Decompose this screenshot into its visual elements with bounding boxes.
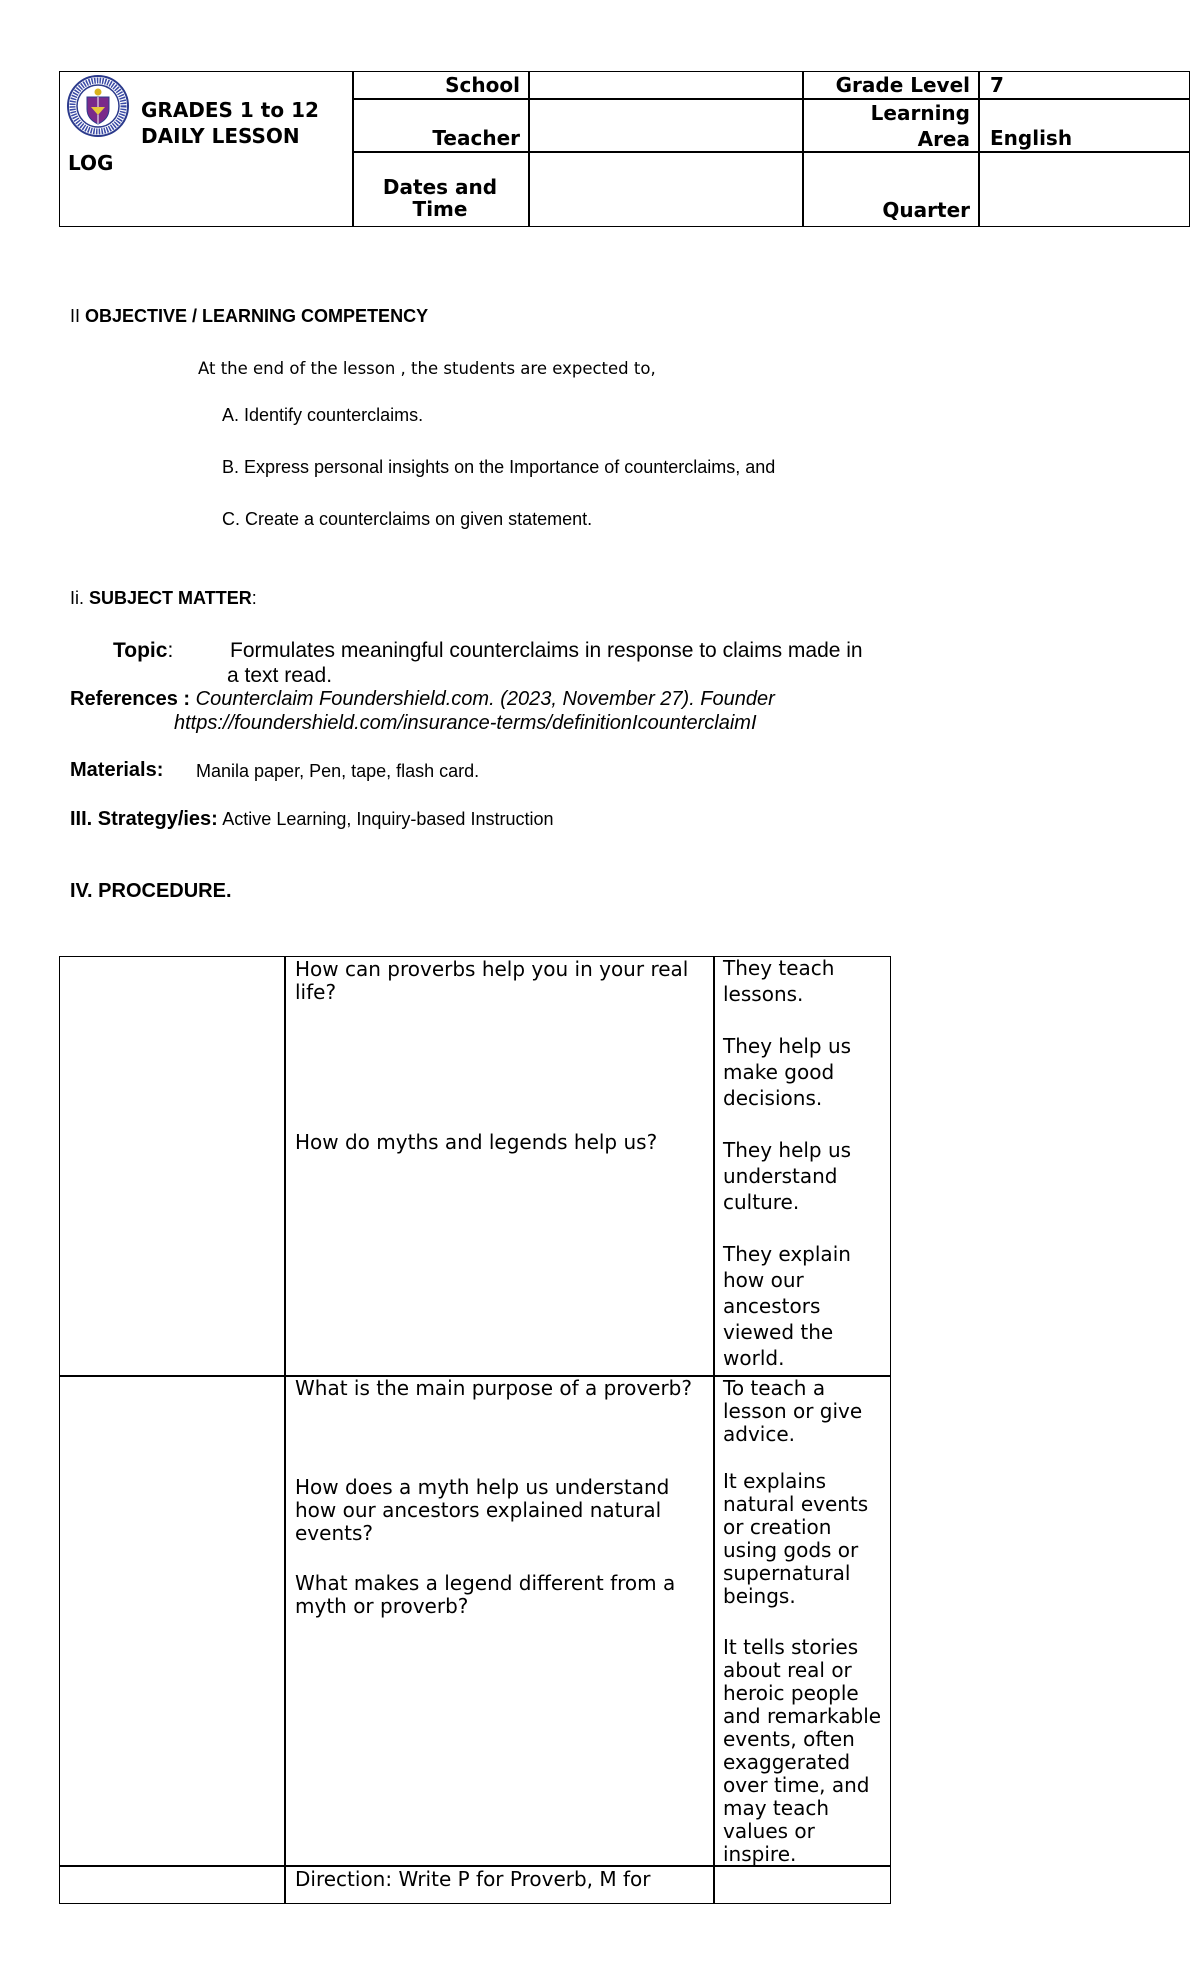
references [70, 688, 775, 711]
table-row-2-answer-3 [723, 1636, 893, 1866]
answer-line: using gods or [723, 1538, 859, 1562]
grade-level-value[interactable]: 7 [990, 73, 1004, 97]
question-line: events? [295, 1521, 373, 1545]
table-row-2-question-1: What is the main purpose of a proverb? [295, 1376, 692, 1400]
dates-label-line2: Time [412, 197, 468, 221]
strategy-value: Active Learning, Inquiry-based Instruction [222, 809, 554, 829]
answer-line: They help us [723, 1138, 852, 1162]
teacher-label: Teacher [432, 126, 520, 150]
dll-title-line3: LOG [68, 151, 114, 175]
question-line: how our ancestors explained natural [295, 1498, 662, 1522]
grade-level-label: Grade Level [835, 73, 970, 97]
school-label: School [445, 73, 520, 97]
answer-line: ancestors [723, 1294, 821, 1318]
table-row-1-question-2: How do myths and legends help us? [295, 1130, 658, 1154]
objective-item-b: B. Express personal insights on the Importance of counterclaims, and [222, 457, 776, 477]
subject-numeral: Ii. [70, 588, 85, 608]
table-row-1-answer-1 [723, 955, 888, 1007]
question-line: life? [295, 980, 337, 1004]
answer-line: over time, and [723, 1773, 870, 1797]
topic-colon: : [167, 639, 174, 662]
subject-heading-colon: : [251, 588, 257, 608]
dates-label-line1: Dates and [382, 175, 498, 199]
references-line1: Counterclaim Foundershield.com. (2023, November 27). Founder [195, 688, 775, 710]
procedure-heading: IV. PROCEDURE. [70, 880, 232, 902]
table-column-divider [713, 956, 715, 1904]
learning-area-value[interactable]: English [990, 126, 1073, 150]
header-divider [528, 71, 530, 227]
answer-line: may teach [723, 1796, 830, 1820]
question-line: myth or proverb? [295, 1594, 469, 1618]
deped-seal-logo [67, 75, 129, 137]
answer-line: They help us [723, 1034, 852, 1058]
header-divider [352, 98, 1190, 100]
answer-line: It tells stories [723, 1635, 859, 1659]
subject-heading-text: SUBJECT MATTER [89, 588, 252, 608]
table-column-divider [284, 956, 286, 1904]
learning-area-label-line1: Learning [870, 101, 970, 125]
strategy-line [70, 808, 553, 831]
topic-line1: Formulates meaningful counterclaims in response to claims made in [230, 639, 863, 662]
answer-line: events, often [723, 1727, 855, 1751]
strategy-label: III. Strategy/ies: [70, 808, 218, 830]
topic-label-text: Topic [113, 639, 168, 662]
answer-line: about real or [723, 1658, 852, 1682]
objective-intro: At the end of the lesson , the students are expected to, [198, 359, 656, 378]
answer-line: advice. [723, 1422, 796, 1446]
answer-line: It explains [723, 1469, 827, 1493]
table-row-2-answer-1 [723, 1377, 888, 1446]
objective-heading-text: OBJECTIVE / LEARNING COMPETENCY [85, 306, 429, 326]
answer-line: culture. [723, 1190, 800, 1214]
table-row-2-question-2 [295, 1476, 669, 1545]
answer-line: understand [723, 1164, 838, 1188]
answer-line: lesson or give [723, 1399, 863, 1423]
answer-line: values or [723, 1819, 815, 1843]
quarter-label: Quarter [882, 198, 970, 222]
table-row-2-question-3 [295, 1572, 675, 1618]
question-line: What makes a legend different from a [295, 1571, 676, 1595]
question-line: How does a myth help us understand [295, 1475, 670, 1499]
answer-line: how our [723, 1268, 804, 1292]
answer-line: inspire. [723, 1842, 797, 1866]
objective-heading [70, 306, 428, 327]
objective-numeral: II [70, 306, 81, 326]
header-divider [978, 71, 980, 227]
answer-line: To teach a [723, 1376, 826, 1400]
dll-title-line2: DAILY LESSON [141, 124, 300, 148]
subject-heading [70, 588, 257, 609]
table-row-1-answer-4 [723, 1241, 888, 1371]
table-row-3-question-1: Direction: Write P for Proverb, M for [295, 1867, 651, 1891]
answer-line: decisions. [723, 1086, 823, 1110]
header-divider [352, 151, 1190, 153]
materials-label: Materials: [70, 759, 164, 781]
answer-line: beings. [723, 1584, 796, 1608]
answer-line: exaggerated [723, 1750, 851, 1774]
table-row-1-question-1 [295, 958, 688, 1004]
answer-line: They explain [723, 1242, 851, 1266]
references-line2: https://foundershield.com/insurance-terms/definitionIcounterclaimI [174, 712, 757, 734]
table-row-1-answer-3 [723, 1137, 888, 1215]
topic-line2: a text read. [227, 664, 333, 687]
answer-line: viewed the [723, 1320, 834, 1344]
references-label: References : [70, 688, 191, 710]
answer-line: or creation [723, 1515, 832, 1539]
table-row-1-answer-2 [723, 1033, 888, 1111]
dll-title-line1: GRADES 1 to 12 [141, 98, 319, 122]
answer-line: world. [723, 1346, 785, 1370]
answer-line: natural events [723, 1492, 869, 1516]
answer-line: They teach [723, 956, 835, 980]
answer-line: and remarkable [723, 1704, 882, 1728]
answer-line: make good [723, 1060, 835, 1084]
dates-label [352, 176, 528, 220]
table-row-2-answer-2 [723, 1470, 888, 1608]
topic-label [113, 639, 173, 663]
materials-value: Manila paper, Pen, tape, flash card. [196, 761, 480, 781]
answer-line: heroic people [723, 1681, 859, 1705]
learning-area-label [802, 100, 970, 152]
answer-line: supernatural [723, 1561, 851, 1585]
learning-area-label-line2: Area [917, 127, 970, 151]
question-line: How can proverbs help you in your real [295, 957, 689, 981]
objective-item-c: C. Create a counterclaims on given statement. [222, 509, 593, 529]
objective-item-a: A. Identify counterclaims. [222, 405, 424, 425]
answer-line: lessons. [723, 982, 804, 1006]
